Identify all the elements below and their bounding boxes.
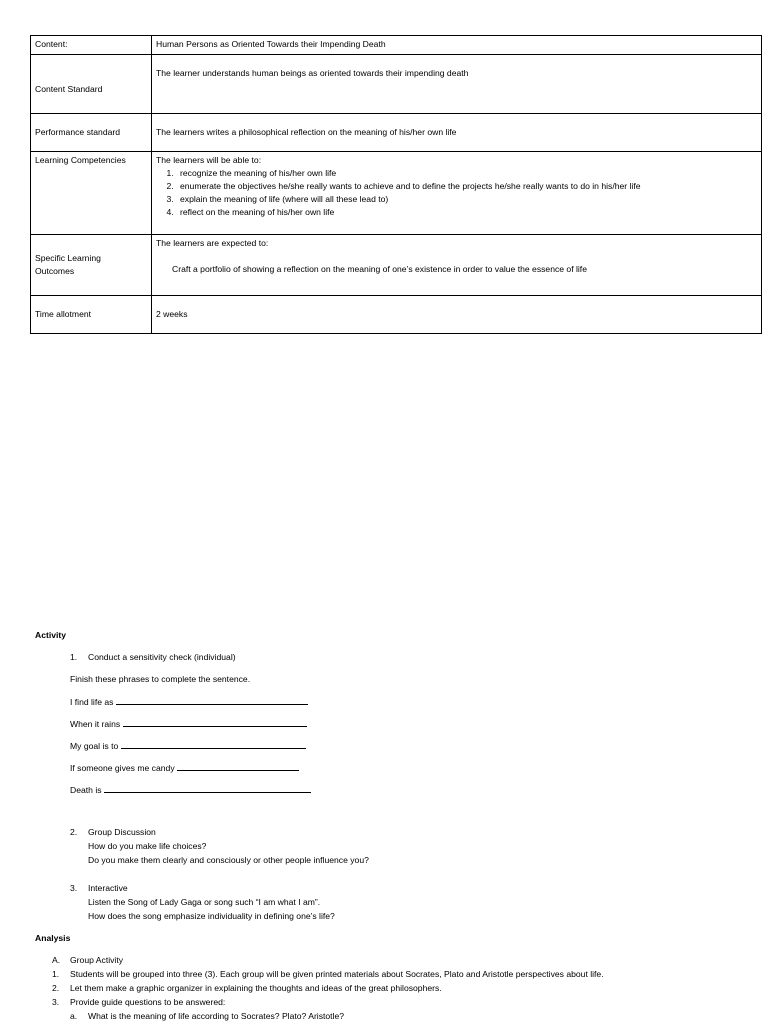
answer-blank (116, 695, 308, 705)
row-label: Content: (31, 36, 152, 55)
table-row (31, 114, 762, 152)
activity-item-number: 2. (70, 827, 78, 837)
fill-in-prompt (70, 695, 308, 708)
list-item: 4. reflect on the meaning of his/her own life (176, 206, 757, 219)
list-item: What is the meaning of life according to Socrates? Plato? Aristotle? (88, 1011, 345, 1021)
table-row (31, 55, 762, 114)
table-row (31, 235, 762, 296)
activity-heading: Activity (35, 630, 67, 640)
list-item: Let them make a graphic organizer in explaining the thoughts and ideas of the great philosophers. (70, 983, 442, 993)
row-label (31, 235, 152, 296)
row-label: Time allotment (31, 296, 152, 334)
discussion-question: Do you make them clearly and consciously or other people influence you? (88, 855, 369, 865)
answer-blank (123, 717, 307, 727)
prompt-text: When it rains (70, 719, 121, 729)
competencies-intro: The learners will be able to: (156, 155, 262, 165)
list-marker: a. (70, 1011, 78, 1021)
answer-blank (121, 739, 306, 749)
activity-item-number: 1. (70, 652, 78, 662)
table-row (31, 36, 762, 55)
activity-item-title: Conduct a sensitivity check (individual) (88, 652, 236, 662)
fill-in-prompt (70, 761, 299, 774)
list-marker: 3. (52, 997, 60, 1007)
row-label: Performance standard (31, 114, 152, 152)
activity-item-title: Interactive (88, 883, 128, 893)
row-label: Content Standard (31, 55, 152, 114)
fill-in-prompt (70, 717, 307, 730)
outcomes-intro: The learners are expected to: (156, 238, 269, 248)
prompt-text: I find life as (70, 697, 114, 707)
prompt-text: My goal is to (70, 741, 119, 751)
row-value (152, 152, 762, 235)
list-marker: 2. (52, 983, 60, 993)
discussion-question: How do you make life choices? (88, 841, 207, 851)
list-item: 2. enumerate the objectives he/she really wants to achieve and to define the projects he/she really wants to do in his/her life (176, 180, 757, 193)
lesson-plan-table (30, 35, 762, 334)
fill-in-prompt (70, 739, 306, 752)
interactive-line: How does the song emphasize individuality in defining one’s life? (88, 911, 335, 921)
answer-blank (177, 761, 299, 771)
row-label: Learning Competencies (31, 152, 152, 235)
row-label-line: Outcomes (35, 266, 75, 276)
outcomes-text: Craft a portfolio of showing a reflection on the meaning of one’s existence in order to value the essence of life (172, 264, 587, 274)
list-item: Group Activity (70, 955, 124, 965)
analysis-heading: Analysis (35, 933, 71, 943)
activity-item-title: Group Discussion (88, 827, 156, 837)
table-row (31, 152, 762, 235)
row-value: 2 weeks (152, 296, 762, 334)
answer-blank (104, 783, 311, 793)
row-value: The learners writes a philosophical reflection on the meaning of his/her own life (152, 114, 762, 152)
row-label-line: Specific Learning (35, 253, 101, 263)
list-item: Provide guide questions to be answered: (70, 997, 226, 1007)
activity-item-number: 3. (70, 883, 78, 893)
row-value: The learner understands human beings as oriented towards their impending death (152, 55, 762, 114)
fill-in-prompt (70, 783, 311, 796)
list-item: Students will be grouped into three (3). Each group will be given printed materials about Socrates, Plato and Aristotle perspectives about life. (70, 969, 604, 979)
list-marker: 1. (52, 969, 60, 979)
competencies-list (156, 167, 757, 219)
activity-instruction: Finish these phrases to complete the sentence. (70, 674, 251, 684)
table-row (31, 296, 762, 334)
prompt-text: Death is (70, 785, 102, 795)
list-item: 3. explain the meaning of life (where will all these lead to) (176, 193, 757, 206)
row-value: Human Persons as Oriented Towards their Impending Death (152, 36, 762, 55)
list-marker: A. (52, 955, 61, 965)
list-item: 1. recognize the meaning of his/her own life (176, 167, 757, 180)
prompt-text: If someone gives me candy (70, 763, 175, 773)
interactive-line: Listen the Song of Lady Gaga or song such “I am what I am”. (88, 897, 321, 907)
row-value (152, 235, 762, 296)
